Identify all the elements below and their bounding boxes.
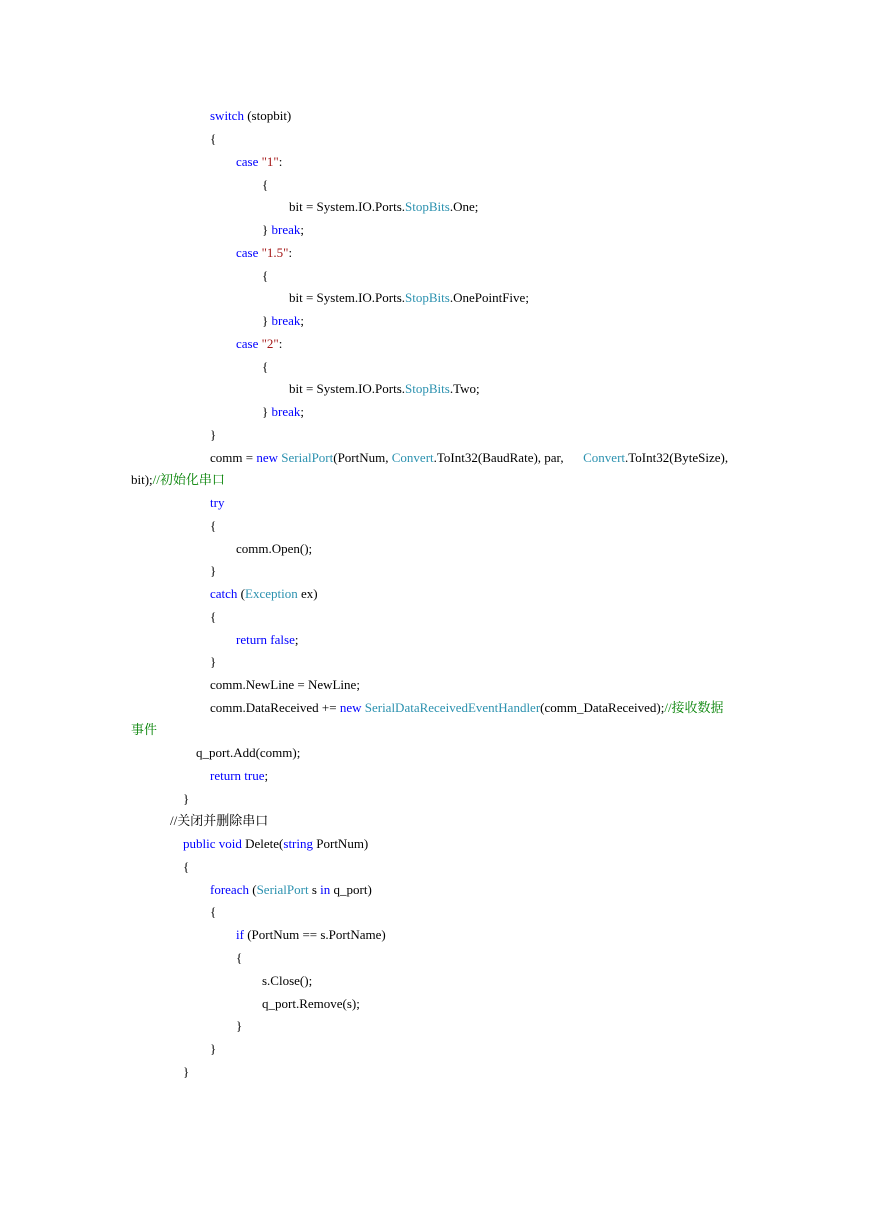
code-token-string: "1" xyxy=(261,154,279,169)
code-token-plain: comm.DataReceived += xyxy=(210,700,340,715)
code-token-plain: } xyxy=(210,427,217,442)
code-token-plain: } xyxy=(262,222,272,237)
code-line xyxy=(183,857,189,877)
code-line xyxy=(210,652,216,672)
code-token-plain: : xyxy=(288,245,293,260)
code-token-type: Exception xyxy=(245,586,298,601)
code-line xyxy=(210,493,224,513)
code-token-plain: } xyxy=(262,404,272,419)
code-token-type: StopBits xyxy=(405,290,450,305)
code-token-plain: ; xyxy=(300,404,304,419)
code-token-keyword: if xyxy=(236,927,244,942)
code-token-plain: ( xyxy=(248,882,257,897)
code-line xyxy=(183,789,189,809)
code-token-keyword: switch xyxy=(210,108,244,123)
code-token-keyword: void xyxy=(218,836,242,851)
code-line xyxy=(289,288,529,308)
code-token-plain: Delete( xyxy=(241,836,284,851)
code-token-keyword: break xyxy=(271,404,301,419)
code-token-plain: } xyxy=(236,1018,243,1033)
code-line xyxy=(289,197,478,217)
code-token-keyword: case xyxy=(236,245,259,260)
code-line xyxy=(262,402,304,422)
code-line xyxy=(210,766,268,786)
code-token-plain: : xyxy=(278,336,283,351)
code-line xyxy=(262,971,312,991)
code-token-keyword: new xyxy=(339,700,362,715)
code-token-plain: } xyxy=(183,1064,190,1079)
code-token-plain: { xyxy=(210,131,217,146)
code-token-string: "2" xyxy=(261,336,279,351)
code-token-plain: q_port.Add(comm); xyxy=(196,745,301,760)
code-line xyxy=(236,539,312,559)
code-token-keyword: new xyxy=(256,450,278,465)
code-token-plain: { xyxy=(183,859,190,874)
code-token-comment: 事件 xyxy=(131,722,158,737)
code-token-plain: ( xyxy=(237,586,246,601)
code-token-plain: } xyxy=(210,563,217,578)
code-token-keyword: break xyxy=(271,222,301,237)
code-line xyxy=(210,698,724,718)
code-token-plain: bit = System.IO.Ports. xyxy=(289,290,406,305)
code-token-plain: (PortNum, xyxy=(333,450,392,465)
code-token-plain: .ToInt32(ByteSize), xyxy=(625,450,729,465)
code-line xyxy=(236,925,386,945)
code-token-plain: ; xyxy=(264,768,269,783)
code-token-keyword: false xyxy=(270,632,295,647)
code-token-plain: : xyxy=(278,154,283,169)
code-token-plain: PortNum) xyxy=(313,836,369,851)
code-token-keyword: case xyxy=(236,154,259,169)
code-token-type: StopBits xyxy=(405,199,450,214)
code-token-comment: //接收数据 xyxy=(664,700,724,715)
code-token-type: Convert xyxy=(583,450,626,465)
code-token-plain: { xyxy=(262,359,269,374)
code-line xyxy=(210,1039,216,1059)
code-line xyxy=(210,106,291,126)
code-line xyxy=(210,516,216,536)
code-line xyxy=(170,811,268,831)
code-token-plain: bit); xyxy=(131,472,153,487)
code-line xyxy=(236,243,292,263)
code-token-plain: comm.NewLine = NewLine; xyxy=(210,677,360,692)
code-line xyxy=(210,448,728,468)
code-token-plain: ; xyxy=(294,632,299,647)
code-token-plain: .OnePointFive; xyxy=(449,290,529,305)
code-line xyxy=(131,470,225,490)
code-token-keyword: string xyxy=(283,836,314,851)
code-line xyxy=(262,994,360,1014)
code-token-keyword: return xyxy=(236,632,268,647)
code-token-plain: { xyxy=(210,904,217,919)
code-line xyxy=(236,1016,242,1036)
code-token-comment: //初始化串口 xyxy=(152,472,225,487)
code-token-plain: { xyxy=(210,609,217,624)
code-line xyxy=(262,357,268,377)
code-line xyxy=(236,630,298,650)
code-token-string: "1.5" xyxy=(261,245,289,260)
code-token-plain: s.Close(); xyxy=(262,973,313,988)
code-token-type: SerialPort xyxy=(256,882,309,897)
code-token-plain: { xyxy=(236,950,243,965)
code-token-plain: (comm_DataReceived); xyxy=(540,700,665,715)
code-token-keyword: foreach xyxy=(210,882,249,897)
code-line xyxy=(183,1062,189,1082)
code-token-keyword: true xyxy=(244,768,265,783)
code-token-plain: } xyxy=(210,654,217,669)
code-token-plain: (PortNum == s.PortName) xyxy=(243,927,386,942)
code-line xyxy=(236,152,282,172)
code-token-type: StopBits xyxy=(405,381,450,396)
code-token-plain: .One; xyxy=(449,199,479,214)
code-token-plain: } xyxy=(262,313,272,328)
code-token-keyword: break xyxy=(271,313,301,328)
code-token-plain: ; xyxy=(300,313,304,328)
code-token-plain: { xyxy=(262,177,269,192)
code-line xyxy=(289,379,480,399)
code-token-plain: } xyxy=(183,791,190,806)
code-line xyxy=(131,720,157,740)
code-line xyxy=(236,334,282,354)
code-token-plain: comm = xyxy=(210,450,257,465)
code-line xyxy=(210,425,216,445)
code-line xyxy=(210,902,216,922)
code-line xyxy=(183,834,368,854)
code-token-plain: .Two; xyxy=(449,381,480,396)
code-token-plain: ex) xyxy=(297,586,318,601)
code-token-plain: q_port.Remove(s); xyxy=(262,996,360,1011)
code-token-plain: } xyxy=(210,1041,217,1056)
code-token-plain: (stopbit) xyxy=(243,108,292,123)
code-token-keyword: case xyxy=(236,336,259,351)
code-line xyxy=(262,175,268,195)
code-token-plain: ; xyxy=(300,222,304,237)
code-token-keyword: catch xyxy=(210,586,238,601)
code-token-plain: bit = System.IO.Ports. xyxy=(289,381,406,396)
code-line xyxy=(262,266,268,286)
code-token-keyword: return xyxy=(210,768,242,783)
code-token-type: Convert xyxy=(391,450,434,465)
code-token-plain: q_port) xyxy=(330,882,372,897)
code-line xyxy=(210,880,372,900)
code-token-plain: //关闭并删除串口 xyxy=(170,813,269,828)
code-token-plain: .ToInt32(BaudRate), par, xyxy=(433,450,584,465)
code-token-keyword: in xyxy=(320,882,331,897)
code-token-plain: s xyxy=(308,882,321,897)
code-line xyxy=(236,948,242,968)
code-line xyxy=(262,220,304,240)
code-token-plain: { xyxy=(210,518,217,533)
code-line xyxy=(210,607,216,627)
code-token-plain: comm.Open(); xyxy=(236,541,313,556)
code-token-type: SerialDataReceivedEventHandler xyxy=(364,700,541,715)
code-token-plain: bit = System.IO.Ports. xyxy=(289,199,406,214)
code-token-plain: { xyxy=(262,268,269,283)
code-line xyxy=(210,675,360,695)
code-token-type: SerialPort xyxy=(281,450,334,465)
code-token-keyword: try xyxy=(210,495,225,510)
code-line xyxy=(196,743,300,763)
code-line xyxy=(210,561,216,581)
code-token-keyword: public xyxy=(183,836,216,851)
code-line xyxy=(210,584,318,604)
code-line xyxy=(262,311,304,331)
code-line xyxy=(210,129,216,149)
